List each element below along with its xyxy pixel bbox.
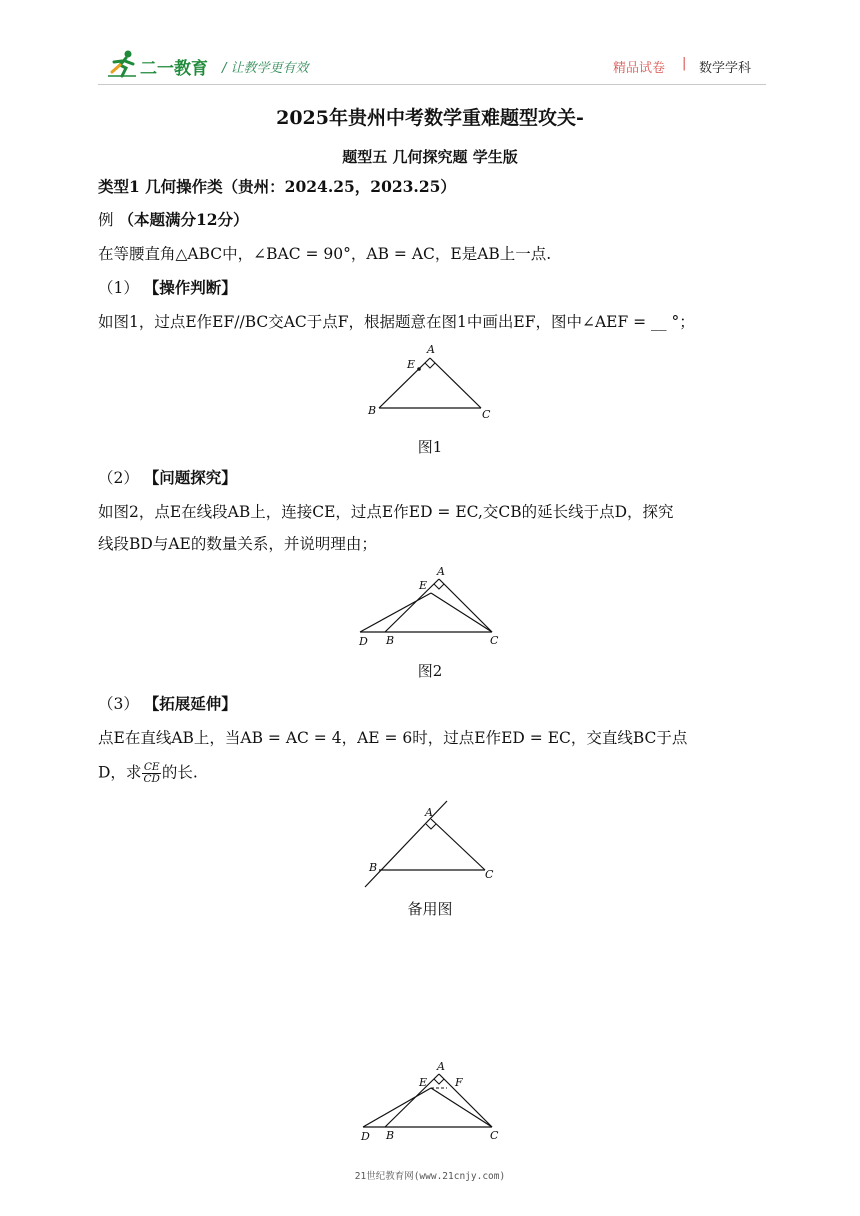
fig4-label-a: A — [437, 1060, 445, 1073]
figure-1 — [360, 340, 500, 425]
fig2-segment-ed — [360, 593, 431, 632]
fig4-label-f: F — [455, 1076, 463, 1089]
header-label-premium: 精品试卷 — [613, 61, 666, 76]
part3-heading — [98, 694, 766, 714]
fig2-side-ab — [385, 579, 439, 632]
part1-title: 【操作判断】 — [143, 278, 237, 297]
fig3-label-c: C — [485, 868, 494, 881]
header — [98, 50, 766, 80]
fig2-label-a: A — [437, 565, 445, 578]
fig4-side-ac — [439, 1074, 492, 1127]
fig1-label-c: C — [482, 408, 491, 421]
fig4-side-ab — [385, 1074, 439, 1127]
figure-4 — [355, 1060, 505, 1148]
runner-logo-icon — [106, 50, 140, 78]
section-heading: 类型1 几何操作类（贵州：2024.25，2023.25） — [98, 177, 456, 196]
part3-label: （3） — [98, 695, 144, 713]
fig3-line-ab — [365, 801, 447, 887]
part3-text-before: D，求 — [98, 763, 142, 782]
fig2-segment-ec — [431, 593, 492, 632]
fig2-label-c: C — [490, 634, 499, 647]
fig4-label-d: D — [361, 1130, 370, 1143]
fig3-label-a: A — [425, 806, 433, 819]
fig2-label-d: D — [359, 635, 368, 648]
fraction-denominator: CD — [143, 773, 160, 785]
part3-text-line2 — [98, 762, 766, 785]
part3-title: 【拓展延伸】 — [143, 694, 237, 713]
example-points: （本题满分12分） — [118, 210, 249, 229]
figure-2 — [355, 565, 505, 653]
example-prefix: 例 — [98, 211, 119, 229]
part2-title: 【问题探究】 — [143, 468, 237, 487]
fig2-right-angle-mark — [434, 584, 444, 589]
fig2-label-e: E — [419, 579, 428, 592]
fraction-numerator: CE — [143, 761, 160, 773]
fig4-label-e: E — [419, 1076, 428, 1089]
fig1-caption: 图1 — [417, 438, 443, 456]
fig2-label-b: B — [386, 634, 395, 647]
part2-label: （2） — [98, 469, 144, 487]
fig3-side-ac — [431, 819, 485, 870]
brand-slogan: / 让教学更有效 — [222, 61, 309, 76]
header-divider — [98, 84, 766, 85]
page-footer: 21世纪教育网(www.21cnjy.com) — [354, 1171, 506, 1182]
fig1-side-ac — [430, 358, 481, 408]
header-separator: | — [682, 56, 687, 71]
page-title: 2025年贵州中考数学重难题型攻关- — [276, 107, 584, 129]
fig4-right-angle-mark — [434, 1079, 444, 1084]
part1-heading — [98, 278, 766, 298]
brand-logo-text: 二一教育 — [140, 59, 208, 79]
page-subtitle: 题型五 几何探究题 学生版 — [342, 148, 518, 166]
figure-3 — [355, 795, 505, 895]
fig1-side-ab — [379, 358, 430, 408]
fig1-right-angle-mark — [425, 363, 435, 368]
part1-label: （1） — [98, 279, 144, 297]
header-label-subject: 数学学科 — [699, 61, 752, 76]
problem-intro: 在等腰直角△ABC中，∠BAC = 90°，AB = AC，E是AB上一点. — [98, 245, 552, 263]
part3-text-line1: 点E在直线AB上，当AB = AC = 4，AE = 6时，过点E作ED = EC，交直线BC于点 — [98, 729, 688, 747]
part1-text: 如图1，过点E作EF//BC交AC于点F，根据题意在图1中画出EF，图中∠AEF = __ °； — [98, 313, 695, 331]
fig4-segment-ed — [363, 1088, 431, 1127]
fig4-label-c: C — [490, 1129, 499, 1142]
part2-text-line1: 如图2，点E在线段AB上，连接CE，过点E作ED = EC,交CB的延长线于点D，探究 — [98, 503, 674, 521]
part2-heading — [98, 468, 766, 488]
fig1-label-a: A — [427, 343, 435, 356]
fig1-point-e — [417, 367, 421, 371]
fig4-label-b: B — [386, 1129, 395, 1142]
fig3-caption: 备用图 — [407, 900, 453, 918]
part3-text-after: 的长. — [161, 763, 198, 782]
part2-text-line2: 线段BD与AE的数量关系，并说明理由； — [98, 535, 377, 553]
fig4-segment-ec — [431, 1088, 492, 1127]
fig3-label-b: B — [369, 861, 378, 874]
example-line — [98, 210, 766, 230]
fig1-label-b: B — [368, 404, 377, 417]
fig2-side-ac — [439, 579, 492, 632]
part3-fraction — [142, 762, 160, 785]
fig2-caption: 图2 — [417, 662, 443, 680]
fig3-right-angle-mark — [426, 824, 436, 829]
fig1-label-e: E — [407, 358, 416, 371]
